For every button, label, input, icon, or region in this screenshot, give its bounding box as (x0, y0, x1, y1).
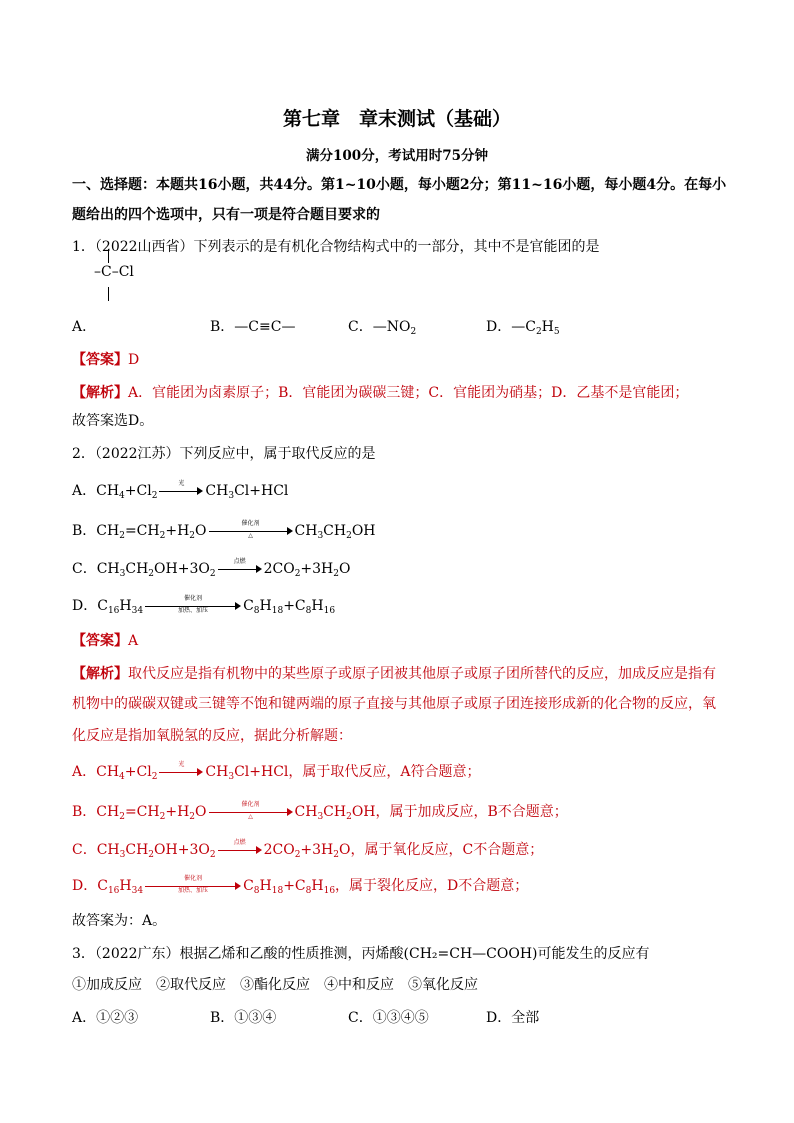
q1-option-d: D．$—C_2H_5$ (486, 319, 560, 337)
q2-option-c: C．$CH_3CH_2OH+3O_2$ 点燃 $2CO_2+3H_2O$ (72, 558, 351, 579)
q2-conclusion: 故答案为：A。 (72, 913, 167, 929)
q1-struct-bond-top (108, 249, 109, 263)
q1-struct-text: –C–Cl (94, 264, 134, 280)
reaction-arrow-icon: 点燃 (218, 844, 262, 856)
section-heading-line2: 题给出的四个选项中，只有一项是符合题目要求的 (72, 207, 380, 223)
q2-analysis-line1: 【解析】取代反应是指有机物中的某些原子或原子团被其他原子或原子团所替代的反应，加成反应是指有 (72, 666, 716, 682)
q2-analysis-d: D．$C_{16}H_{34}$ 催化剂 加热、加压 $C_8H_{18}+C_8H_{16}$，属于裂化反应，D不合题意； (72, 875, 529, 896)
reaction-arrow-icon: 催化剂 △ (209, 806, 293, 818)
reaction-arrow-icon: 点燃 (218, 563, 262, 575)
q1-structure-formula (94, 246, 154, 326)
q1-option-b: B．—C≡C— (210, 319, 296, 335)
q2-analysis-line3: 化反应是指加氧脱氢的反应，据此分析解题： (72, 728, 352, 744)
q2-answer: 【答案】A (72, 633, 139, 649)
q3-option-b: B．①③④ (210, 1010, 277, 1026)
page-subtitle: 满分100分，考试用时75分钟 (306, 148, 488, 164)
q2-analysis-c: C．$CH_3CH_2OH+3O_2$ 点燃 $2CO_2+3H_2O$，属于氧化反应，C不合题意； (72, 839, 544, 860)
reaction-arrow-icon: 催化剂 △ (209, 525, 293, 537)
q1-answer: 【答案】D (72, 352, 140, 368)
reaction-arrow-icon: 催化剂 加热、加压 (145, 880, 241, 892)
page-title: 第七章 章末测试（基础） (282, 108, 511, 130)
reaction-arrow-icon: 催化剂 加热、加压 (145, 600, 241, 612)
q1-conclusion: 故答案选D。 (72, 413, 154, 429)
q3-option-c: C．①③④⑤ (348, 1010, 429, 1026)
q2-option-d: D．$C_{16}H_{34}$ 催化剂 加热、加压 $C_8H_{18}+C_8H_{16}$ (72, 595, 336, 616)
q1-analysis: 【解析】A．官能团为卤素原子；B．官能团为碳碳三键；C．官能团为硝基；D．乙基不是官能团； (72, 385, 689, 401)
q3-stem: 3．（2022广东）根据乙烯和乙酸的性质推测，丙烯酸(CH₂=CH—COOH)可能发生的反应有 (72, 946, 650, 962)
q3-option-d: D．全部 (486, 1010, 540, 1026)
reaction-arrow-icon: 光 (159, 766, 203, 778)
q2-stem: 2．（2022江苏）下列反应中，属于取代反应的是 (72, 446, 376, 462)
q1-option-a: A． (72, 319, 97, 335)
section-heading-line1: 一、选择题：本题共16小题，共44分。第1~10小题，每小题2分；第11~16小题，每小题4分。在每小 (72, 177, 727, 193)
q2-option-a: A．$CH_4+Cl_2$ 光 $CH_3Cl+HCl$ (72, 480, 289, 501)
q3-option-a: A．①②③ (72, 1010, 139, 1026)
q2-analysis-a: A．$CH_4+Cl_2$ 光 $CH_3Cl+HCl$，属于取代反应，A符合题意； (72, 761, 481, 782)
reaction-arrow-icon: 光 (159, 485, 203, 497)
q2-option-b: B．$CH_2=CH_2+H_2O$ 催化剂 △ $CH_3CH_2OH$ (72, 520, 376, 541)
q2-analysis-line2: 机物中的碳碳双键或三键等不饱和键两端的原子直接与其他原子或原子团连接形成新的化合物的反应，氧 (72, 696, 716, 712)
q1-stem: 1．（2022山西省）下列表示的是有机化合物结构式中的一部分，其中不是官能团的是 (72, 239, 600, 255)
q2-analysis-b: B．$CH_2=CH_2+H_2O$ 催化剂 △ $CH_3CH_2OH$，属于加成反应，B不合题意； (72, 801, 568, 822)
q1-struct-bond-bottom (108, 287, 109, 301)
q3-reactions: ①加成反应 ②取代反应 ③酯化反应 ④中和反应 ⑤氧化反应 (72, 977, 478, 993)
q1-option-c: C．$—NO_2$ (348, 319, 417, 337)
